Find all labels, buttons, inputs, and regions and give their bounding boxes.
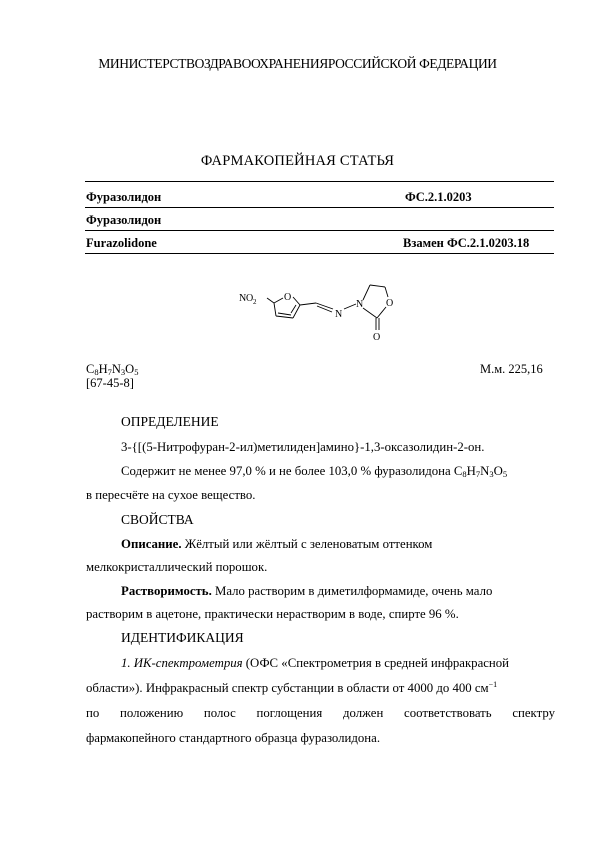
definition-heading: ОПРЕДЕЛЕНИЕ	[121, 414, 219, 429]
label-nitro-o: O	[246, 293, 254, 304]
description-line-2: мелкокристаллический порошок.	[86, 560, 268, 574]
ir-line-3: по положению полос поглощения должен соответствовать спектру	[86, 706, 555, 720]
chemical-name: 3-{[(5-Нитрофуран-2-ил)метилиден]амино}-1,3-оксазолидин-2-он.	[121, 440, 485, 454]
content-line: Содержит не менее 97,0 % и не более 103,0 % фуразолидона $C_8H_7N_3O_5$	[121, 464, 508, 479]
label-imine-n: N	[335, 309, 343, 320]
label-ring-o: O	[386, 298, 394, 309]
drug-name-lat: Furazolidone	[86, 236, 157, 250]
properties-heading: СВОЙСТВА	[121, 512, 194, 527]
article-title: ФАРМАКОПЕЙНАЯ СТАТЬЯ	[200, 153, 395, 169]
ministry-header: МИНИСТЕРСТВОЗДРАВООХРАНЕНИЯРОССИЙСКОЙ ФЕДЕРАЦИИ	[98, 56, 497, 71]
drug-name-ru: Фуразолидон	[86, 190, 162, 204]
solubility-line: Растворимость. Мало растворим в диметилформамиде, очень мало	[121, 584, 493, 598]
solubility-line-2: растворим в ацетоне, практически нерастворим в воде, спирте 96 %.	[86, 607, 459, 621]
label-nitro-sub: 2	[253, 298, 257, 306]
ir-line-1: 1. ИК-спектрометрия (ОФС «Спектрометрия в средней инфракрасной	[121, 656, 510, 670]
label-carbonyl-o: O	[373, 332, 381, 343]
drug-name-ru-2: Фуразолидон	[86, 213, 162, 227]
ir-line-2: области»). Инфракрасный спектр субстанции в области от 4000 до 400 $см^{-1}$	[86, 680, 498, 695]
cas-number: [67-45-8]	[86, 376, 134, 390]
label-nitro-n: N	[239, 293, 247, 304]
molecular-mass: М.м. 225,16	[480, 362, 543, 376]
description-line: Описание. Жёлтый или жёлтый с зеленоватым оттенком	[121, 537, 433, 551]
molecular-formula: $C_8H_7N_3O_5$	[86, 362, 139, 377]
identification-heading: ИДЕНТИФИКАЦИЯ	[121, 630, 244, 645]
label-furan-o: O	[284, 292, 292, 303]
content-line-2: в пересчёте на сухое вещество.	[86, 488, 256, 502]
label-ring-n: N	[356, 299, 364, 310]
ir-line-4: фармакопейного стандартного образца фуразолидона.	[86, 731, 381, 745]
replaces-code: Взамен ФС.2.1.0203.18	[403, 236, 530, 250]
article-code: ФС.2.1.0203	[405, 190, 472, 204]
